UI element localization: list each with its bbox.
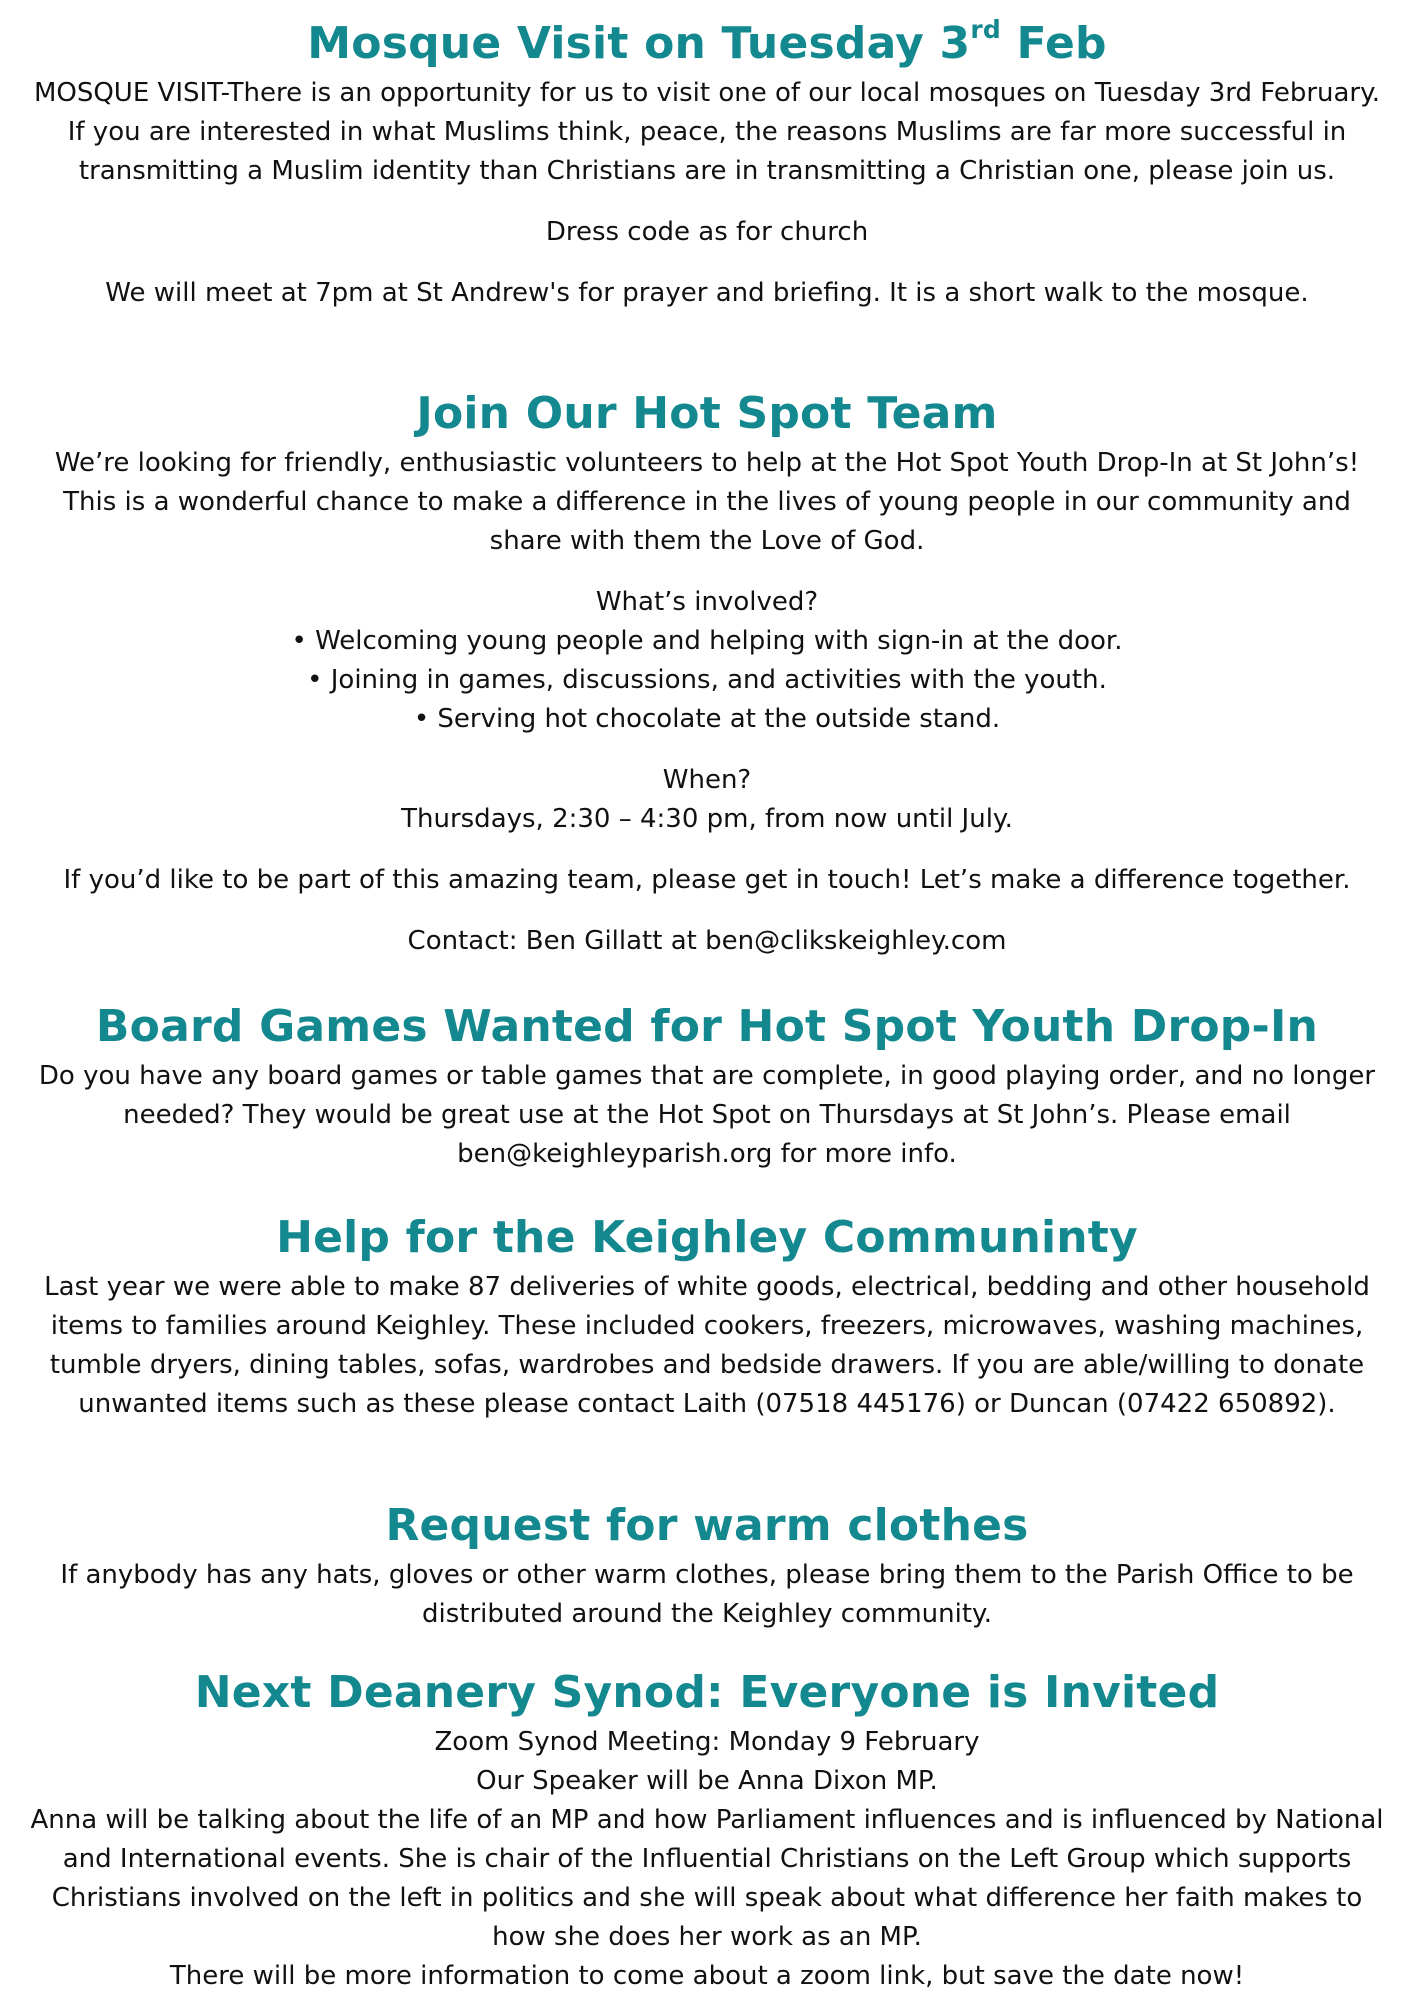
mosque-visit-section: [30, 14, 1384, 313]
deanery-synod-title: Next Deanery Synod: Everyone is Invited: [194, 1667, 1220, 1718]
deanery-synod-section: [30, 1663, 1384, 1996]
board-games-title: Board Games Wanted for Hot Spot Youth Drop-In: [95, 1001, 1319, 1052]
synod-save-date: There will be more information to come about a zoom link, but save the date now!: [169, 1961, 1245, 1991]
mosque-visit-title: Mosque Visit on Tuesday 3rd Feb: [307, 15, 1107, 69]
when-heading: When?: [662, 765, 752, 795]
board-games-text: Do you have any board games or table games that are complete, in good playing order, and no longer needed? They would be great use at the Hot Spot on Thursdays at St John’s. Please email ben@keighleyparish.org for more info.: [38, 1061, 1376, 1169]
hot-spot-team-title: Join Our Hot Spot Team: [416, 388, 998, 439]
hot-spot-contact: Contact: Ben Gillatt at ben@clikskeighley.com: [407, 926, 1007, 956]
involved-heading: What’s involved?: [595, 587, 819, 617]
hot-spot-intro: We’re looking for friendly, enthusiastic volunteers to help at the Hot Spot Youth Drop-In at St John’s! This is a wonderful chance to make a difference in the lives of young people in our community and share with them the Love of God.: [54, 448, 1360, 556]
mosque-dress-code: Dress code as for church: [545, 217, 869, 247]
warm-clothes-text: If anybody has any hats, gloves or other warm clothes, please bring them to the Parish Office to be distributed around the Keighley community.: [60, 1560, 1354, 1629]
hot-spot-team-section: [30, 384, 1384, 961]
when-text: Thursdays, 2:30 – 4:30 pm, from now until July.: [401, 804, 1013, 834]
mosque-meeting-info: We will meet at 7pm at St Andrew's for prayer and briefing. It is a short walk to the mosque.: [105, 278, 1309, 308]
warm-clothes-section: [30, 1496, 1384, 1634]
synod-meeting-date: Zoom Synod Meeting: Monday 9 February: [434, 1727, 980, 1757]
community-help-text: Last year we were able to make 87 deliveries of white goods, electrical, bedding and other household items to families around Keighley. These included cookers, freezers, microwaves, washing machines, tumble dryers, dining tables, sofas, wardrobes and bedside drawers. If you are able/willing to donate unwanted items such as these please contact Laith (07518 445176) or Duncan (07422 650892).: [44, 1272, 1370, 1419]
mosque-visit-intro: MOSQUE VISIT-There is an opportunity for us to visit one of our local mosques on Tuesday 3rd February. If you are interested in what Muslims think, peace, the reasons Muslims are far more successful in transmitting a Muslim identity than Christians are in transmitting a Christian one, please join us.: [33, 78, 1381, 186]
hot-spot-cta: If you’d like to be part of this amazing team, please get in touch! Let’s make a difference together.: [63, 865, 1351, 895]
synod-speaker: Our Speaker will be Anna Dixon MP.: [476, 1766, 938, 1796]
involved-item: • Welcoming young people and helping with sign-in at the door.: [291, 626, 1123, 656]
warm-clothes-title: Request for warm clothes: [385, 1500, 1029, 1551]
board-games-section: [30, 997, 1384, 1174]
involved-item: • Serving hot chocolate at the outside stand.: [413, 704, 1001, 734]
community-help-section: [30, 1208, 1384, 1424]
community-help-title: Help for the Keighley Communinty: [276, 1212, 1138, 1263]
synod-talk-description: Anna will be talking about the life of an MP and how Parliament influences and is influenced by National and International events. She is chair of the Influential Christians on the Left Group which supports Christians involved on the left in politics and she will speak about what difference her faith makes to how she does her work as an MP.: [30, 1805, 1384, 1952]
involved-item: • Joining in games, discussions, and activities with the youth.: [307, 665, 1107, 695]
